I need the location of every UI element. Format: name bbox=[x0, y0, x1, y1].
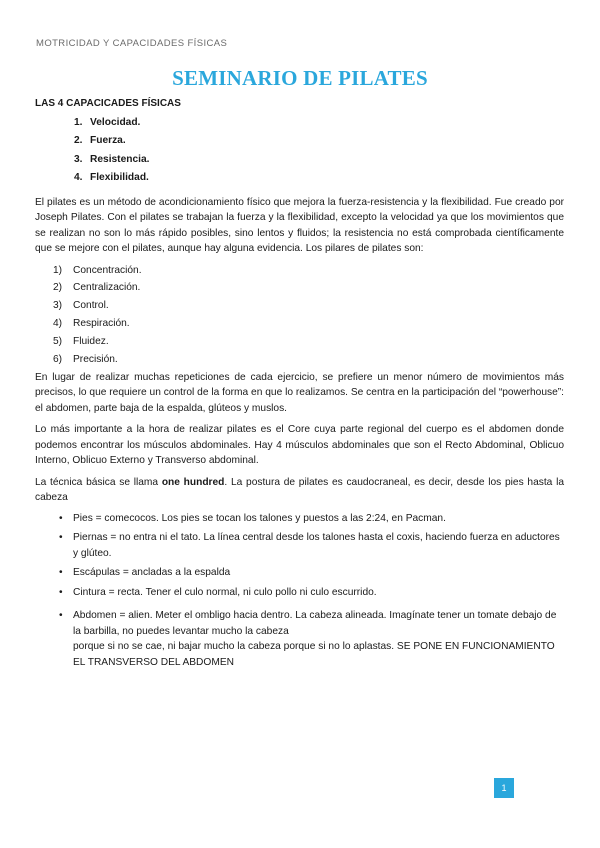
list-item-text: Cintura = recta. Tener el culo normal, ni culo pollo ni culo escurrido. bbox=[73, 586, 377, 598]
list-item-label: Fuerza. bbox=[90, 135, 126, 146]
list-number: 4) bbox=[53, 318, 63, 330]
list-item-label: Flexibilidad. bbox=[90, 172, 149, 183]
technique-name: one hundred bbox=[161, 476, 225, 488]
list-number: 2. bbox=[74, 135, 83, 146]
running-header: MOTRICIDAD Y CAPACIDADES FÍSICAS bbox=[36, 38, 228, 49]
list-item bbox=[53, 263, 564, 279]
list-item-continuation: porque si no se cae, ni bajar mucho la cabeza porque si no lo aplastas. SE PONE EN FUNCIONAMIENTO EL TRANSVERSO DEL ABDOMEN bbox=[73, 641, 555, 668]
list-item-label: Respiración. bbox=[73, 318, 130, 330]
repetitions-paragraph: En lugar de realizar muchas repeticiones de cada ejercicio, se prefiere un menor número de movimientos más precisos, lo que requiere un control de la forma en que lo realizamos. Se centra en la participación del “powerhouse”: el abdomen, parte baja de la espalda, glúteos y muslos. bbox=[35, 371, 564, 414]
page-title: SEMINARIO DE PILATES bbox=[172, 66, 428, 90]
list-item bbox=[59, 511, 564, 527]
bullet-icon: • bbox=[59, 610, 63, 622]
list-item bbox=[72, 170, 564, 186]
list-item-label: Fluidez. bbox=[73, 336, 109, 348]
list-item-label: Resistencia. bbox=[90, 153, 150, 165]
capacities-heading: LAS 4 CAPACICADES FÍSICAS bbox=[35, 98, 181, 109]
list-number: 2) bbox=[53, 282, 63, 294]
intro-paragraph: El pilates es un método de acondicionamiento físico que mejora la fuerza-resistencia y la flexibilidad. Fue creado por Joseph Pilates. Con el pilates se trabajan la fuerza y la flexibilidad, excepto la velocidad ya que los movimientos que se realizan no son lo más rápido posibles, sino lentos y fluidos; la resistencia no está comprobada científicamente que se mejore con el pilates, aunque hay alguna evidencia. Los pilares de pilates son: bbox=[35, 196, 564, 254]
list-item bbox=[53, 280, 564, 296]
list-number: 5) bbox=[53, 336, 63, 348]
list-item-text: Abdomen = alien. Meter el ombligo hacia dentro. La cabeza alineada. Imagínate tener un tomate debajo de la barbilla, no puedes levantar mucho la cabeza bbox=[73, 610, 557, 637]
list-item-label: Velocidad. bbox=[90, 116, 141, 128]
list-item bbox=[53, 352, 564, 368]
list-item bbox=[72, 152, 564, 168]
bullet-icon: • bbox=[59, 567, 63, 579]
list-item bbox=[59, 585, 564, 601]
list-item-label: Centralización. bbox=[73, 282, 141, 294]
list-item-label: Control. bbox=[73, 300, 109, 312]
list-item-text: Pies = comecocos. Los pies se tocan los talones y puestos a las 2:24, en Pacman. bbox=[73, 512, 446, 524]
list-item bbox=[59, 530, 564, 561]
bullet-icon: • bbox=[59, 532, 63, 544]
list-number: 3) bbox=[53, 300, 63, 312]
list-item bbox=[53, 298, 564, 314]
technique-text-post: . La postura de pilates es caudocraneal, es decir, desde los pies hasta la cabeza bbox=[35, 476, 564, 504]
list-item-text: Piernas = no entra ni el tato. La línea central desde los talones hasta el coxis, haciendo fuerza en aductores y glúteo. bbox=[73, 532, 560, 559]
technique-paragraph bbox=[35, 475, 564, 506]
document-body bbox=[35, 96, 564, 674]
list-item-label: Precisión. bbox=[73, 353, 118, 365]
list-number: 6) bbox=[53, 353, 63, 365]
list-item-text: Escápulas = ancladas a la espalda bbox=[73, 567, 231, 579]
technique-text-pre: La técnica básica se llama bbox=[35, 476, 162, 488]
capacities-list bbox=[35, 115, 564, 186]
pillars-list bbox=[35, 263, 564, 368]
list-item bbox=[53, 316, 564, 332]
list-number: 1. bbox=[74, 116, 83, 128]
technique-points-list bbox=[35, 511, 564, 671]
core-paragraph: Lo más importante a la hora de realizar pilates es el Core cuya parte regional del cuerpo es el abdomen donde podemos encontrar los músculos abdominales. Hay 4 músculos abdominales que son el Recto Abdominal, Oblicuo Interno, Oblicuo Externo y Transverso abdominal. bbox=[35, 424, 564, 467]
list-number: 4. bbox=[74, 172, 83, 183]
bullet-icon: • bbox=[59, 586, 63, 598]
list-item bbox=[59, 608, 564, 670]
list-item-label: Concentración. bbox=[73, 264, 142, 276]
list-number: 1) bbox=[53, 264, 63, 276]
list-item bbox=[72, 115, 564, 131]
list-item bbox=[72, 133, 564, 149]
page-number-badge: 1 bbox=[494, 778, 514, 798]
list-number: 3. bbox=[74, 153, 83, 165]
list-item bbox=[53, 334, 564, 350]
bullet-icon: • bbox=[59, 512, 63, 524]
list-item bbox=[59, 565, 564, 581]
